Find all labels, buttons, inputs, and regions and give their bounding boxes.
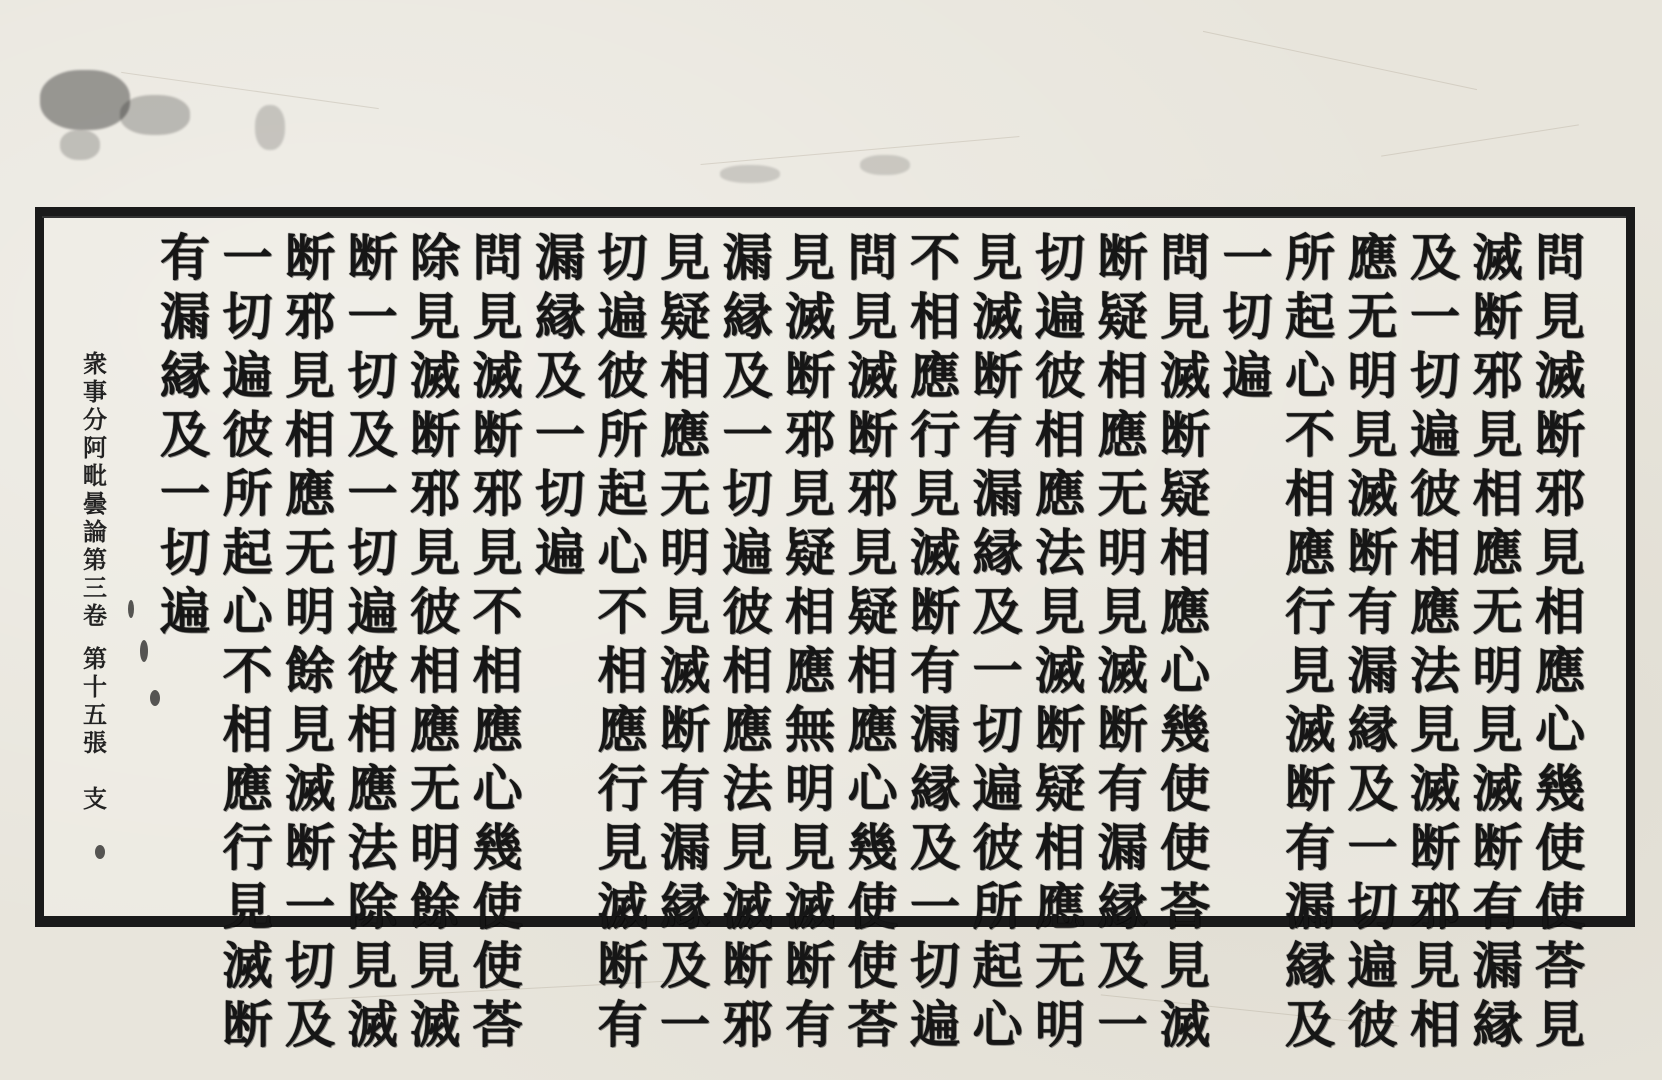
ink-stain (720, 165, 780, 183)
colophon-page-number: 第 十 五 張 支 (83, 644, 107, 813)
ink-stain (860, 155, 910, 175)
text-column: 及 一 切 遍 彼 相 應 法 見 滅 断 邪 見 相 (1410, 228, 1460, 1054)
text-column: 見 滅 断 有 漏 縁 及 一 切 遍 彼 所 起 心 (972, 228, 1023, 1054)
text-column: 見 疑 相 應 无 明 見 滅 断 有 漏 縁 及 一 (660, 228, 710, 1054)
text-column: 漏 縁 及 一 切 遍 (535, 228, 585, 582)
ink-stain (60, 130, 100, 160)
text-column: 断 邪 見 相 應 无 明 餘 見 滅 断 一 切 及 (285, 228, 335, 1054)
text-column: 滅 断 邪 見 相 應 无 明 見 滅 断 有 漏 縁 (1472, 228, 1523, 1054)
frame-inner-rule (42, 216, 1626, 218)
text-column: 問 見 滅 断 邪 見 相 應 心 幾 使 使 荅 見 (1535, 228, 1585, 1054)
text-column: 問 見 滅 断 邪 見 不 相 應 心 幾 使 使 荅 (472, 228, 523, 1054)
colophon-title: 衆 事 分 阿 毗 曇 論 第 三 卷 (83, 349, 107, 630)
text-column: 見 滅 断 邪 見 疑 相 應 無 明 見 滅 断 有 (785, 228, 835, 1054)
text-column: 有 漏 縁 及 一 切 遍 (160, 228, 210, 641)
text-column: 應 无 明 見 滅 断 有 漏 縁 及 一 切 遍 彼 (1347, 228, 1398, 1054)
ink-stain (40, 70, 130, 130)
text-column: 漏 縁 及 一 切 遍 彼 相 應 法 見 滅 断 邪 (722, 228, 773, 1054)
text-column: 除 見 滅 断 邪 見 彼 相 應 无 明 餘 見 滅 (410, 228, 460, 1054)
ink-stain (120, 95, 190, 135)
text-column: 断 一 切 及 一 切 遍 彼 相 應 法 除 見 滅 (347, 228, 398, 1054)
text-column: 不 相 應 行 見 滅 断 有 漏 縁 及 一 切 遍 (910, 228, 960, 1054)
text-column: 一 切 遍 (1222, 228, 1273, 405)
ink-speck (150, 690, 160, 706)
ink-speck (140, 640, 148, 662)
ink-stain (255, 105, 285, 150)
text-column: 断 疑 相 應 无 明 見 滅 断 有 漏 縁 及 一 (1097, 228, 1148, 1054)
text-column: 所 起 心 不 相 應 行 見 滅 断 有 漏 縁 及 (1285, 228, 1335, 1054)
text-column: 問 見 滅 断 疑 相 應 心 幾 使 使 荅 見 滅 (1160, 228, 1210, 1054)
text-column: 切 遍 彼 相 應 法 見 滅 断 疑 相 應 无 明 (1035, 228, 1085, 1054)
text-column: 切 遍 彼 所 起 心 不 相 應 行 見 滅 断 有 (597, 228, 648, 1054)
ink-speck (95, 845, 105, 859)
text-column: 問 見 滅 断 邪 見 疑 相 應 心 幾 使 使 荅 (847, 228, 898, 1054)
text-column: 一 切 遍 彼 所 起 心 不 相 應 行 見 滅 断 (222, 228, 273, 1054)
ink-speck (128, 600, 134, 618)
